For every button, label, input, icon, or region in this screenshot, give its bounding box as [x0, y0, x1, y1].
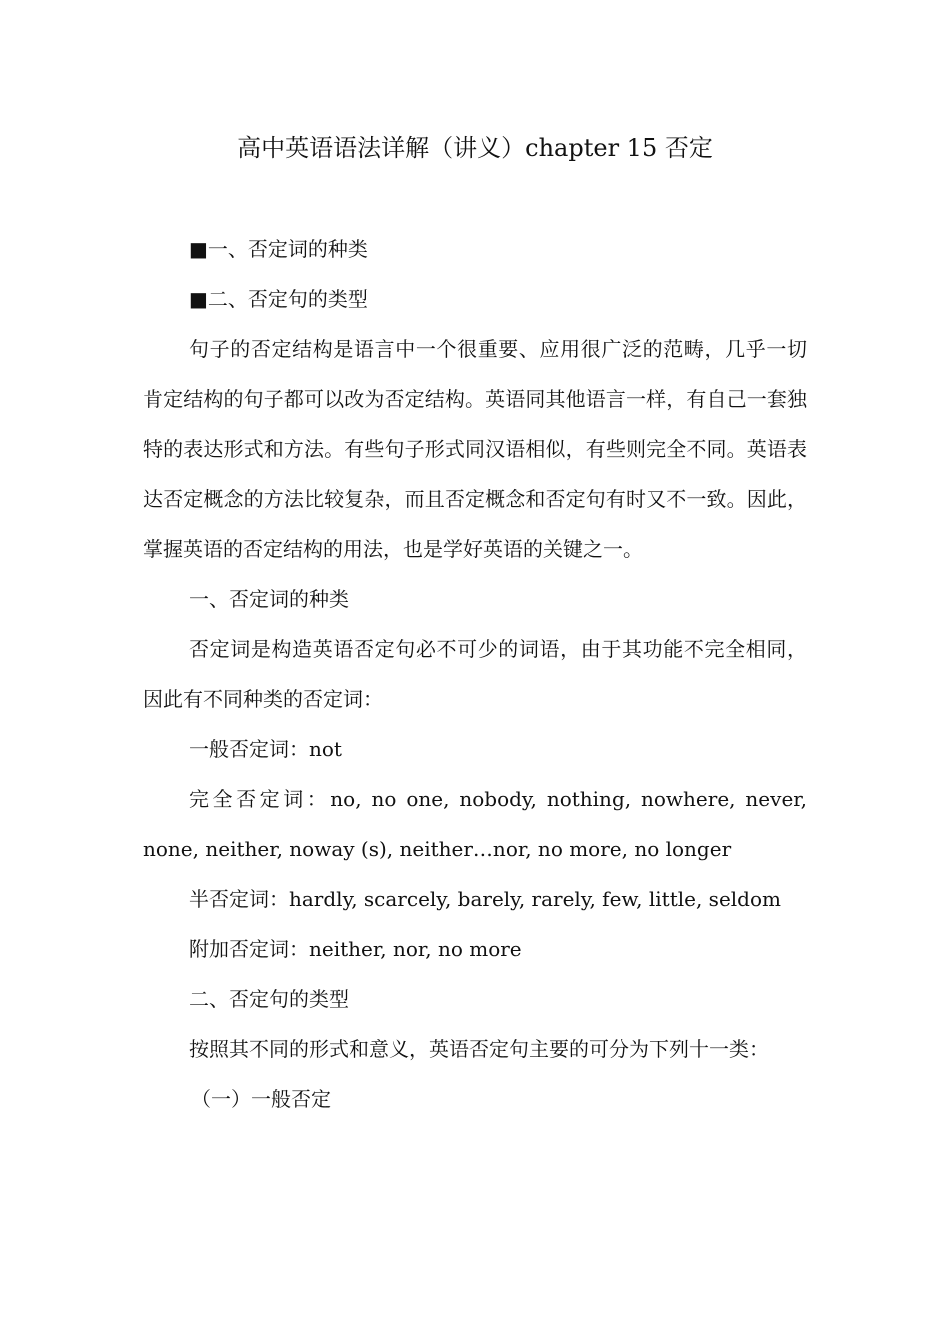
section2-description: 按照其不同的形式和意义，英语否定句主要的可分为下列十一类： — [189, 1037, 769, 1061]
semi-negative-words: 半否定词：hardly, scarcely, barely, rarely, few, little, seldom — [189, 887, 781, 911]
general-negative-words: 一般否定词：not — [189, 737, 342, 761]
section1-description: 否定词是构造英语否定句必不可少的词语，由于其功能不完全相同，因此有不同种类的否定词： — [143, 637, 807, 711]
complete-negative-words: 完全否定词：no, no one, nobody, nothing, nowhere, never, none, neither, noway (s), neither…nor, no more, no longer — [143, 787, 807, 861]
section2-heading: 二、否定句的类型 — [189, 987, 349, 1011]
toc-link-negative-word-types[interactable]: ■一、否定词的种类 — [189, 237, 368, 261]
additional-negative-words: 附加否定词：neither, nor, no more — [189, 937, 522, 961]
document-body — [143, 224, 807, 1124]
document-title: 高中英语语法详解（讲义）chapter 15 否定 — [237, 134, 713, 162]
subsection-general-negation: （一）一般否定 — [191, 1087, 331, 1111]
section1-heading: 一、否定词的种类 — [189, 587, 349, 611]
intro-paragraph: 句子的否定结构是语言中一个很重要、应用很广泛的范畴，几乎一切肯定结构的句子都可以改为否定结构。英语同其他语言一样，有自己一套独特的表达形式和方法。有些句子形式同汉语相似，有些则完全不同。英语表达否定概念的方法比较复杂，而且否定概念和否定句有时又不一致。因此，掌握英语的否定结构的用法，也是学好英语的关键之一。 — [143, 337, 807, 561]
toc-link-negative-sentence-types[interactable]: ■二、否定句的类型 — [189, 287, 368, 311]
